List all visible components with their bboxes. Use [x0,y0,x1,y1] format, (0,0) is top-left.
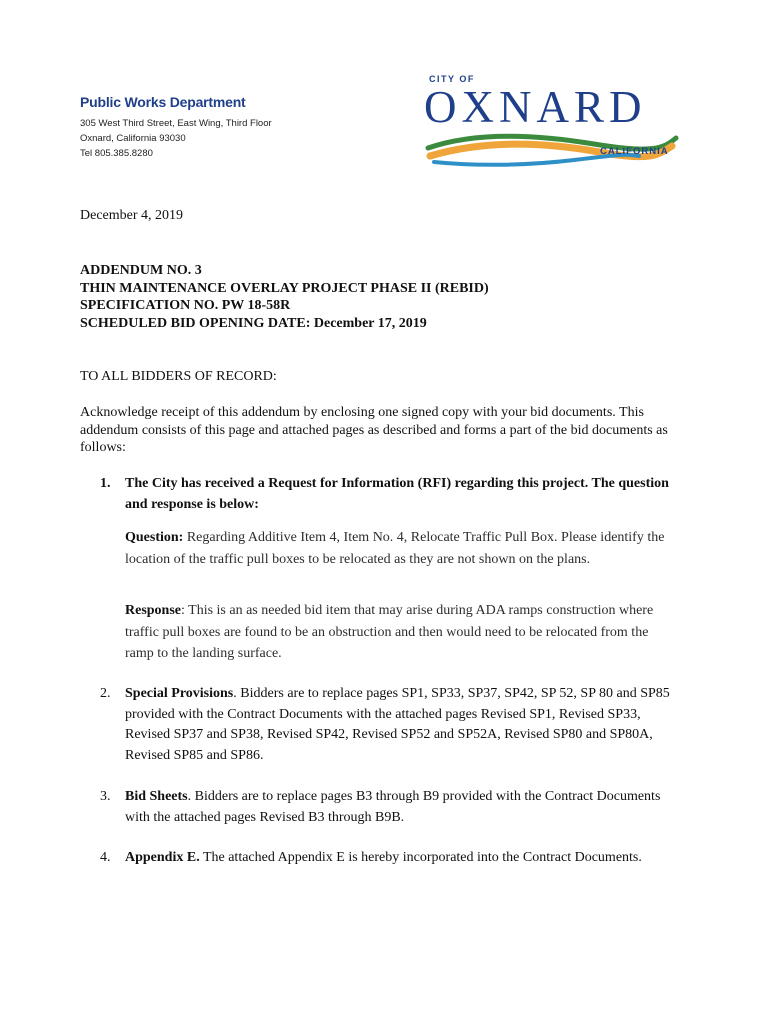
list-item-text: The City has received a Request for Information (RFI) regarding this project. The question and response is below: [125,476,669,512]
address-line-2: Oxnard, California 93030 [80,133,186,144]
addendum-header [80,262,489,332]
list-item-label: Appendix E. [125,850,200,865]
addendum-number: ADDENDUM NO. 3 [80,263,202,278]
question-label: Question: [125,530,184,545]
phone-number: Tel 805.385.8280 [80,148,153,159]
intro-paragraph: Acknowledge receipt of this addendum by enclosing one signed copy with your bid documents. This addendum consists of this page and attached pages as described and forms a part of the bid documents as follows: [80,405,668,455]
list-item-description: . Bidders are to replace pages SP1, SP33, SP37, SP42, SP 52, SP 80 and SP85 provided with the Contract Documents with the attached pages Revised SP1, Revised SP33, Revised SP37 and SP38, Revised SP42, Revised SP52 and SP52A, Revised SP80 and SP80A, Revised SP85 and SP86. [125,686,670,763]
address-line-1: 305 West Third Street, East Wing, Third Floor [80,118,272,129]
list-item-description: The attached Appendix E is hereby incorporated into the Contract Documents. [199,850,642,865]
list-item-number: 4. [100,850,111,865]
list-item-number: 1. [100,476,111,491]
specification-number: SPECIFICATION NO. PW 18-58R [80,298,291,313]
list-item-number: 2. [100,686,111,701]
list-item-text [125,684,670,766]
city-of-oxnard-logo [424,74,680,174]
list-item-label: Special Provisions [125,686,234,701]
rfi-question [125,527,670,570]
rfi-response [125,600,670,665]
project-title: THIN MAINTENANCE OVERLAY PROJECT PHASE II (REBID) [80,280,489,296]
department-name: Public Works Department [80,94,246,110]
list-item-text [125,848,670,869]
list-item-label: Bid Sheets [125,789,188,804]
list-item-text [125,787,670,828]
response-label: Response [125,603,182,618]
logo-city-of-text: CITY OF [429,74,475,84]
letterhead-department-block [80,94,400,161]
logo-california-text: CALIFORNIA [600,146,669,157]
list-item-description: . Bidders are to replace pages B3 through B9 provided with the Contract Documents with the attached pages Revised B3 through B9B. [125,789,661,825]
list-item-number: 3. [100,789,111,804]
letter-date: December 4, 2019 [80,208,184,223]
response-text: : This is an as needed bid item that may arise during ADA ramps construction where traffic pull boxes are found to be an obstruction and then would need to be relocated from the ramp to the landing surface. [125,603,654,661]
question-text: Regarding Additive Item 4, Item No. 4, Relocate Traffic Pull Box. Please identify the location of the traffic pull boxes to be relocated as they are not shown on the plans. [125,530,665,567]
logo-oxnard-text: OXNARD [424,82,647,132]
bid-opening-date: SCHEDULED BID OPENING DATE: December 17, 2019 [80,315,427,331]
salutation: TO ALL BIDDERS OF RECORD: [80,369,277,384]
